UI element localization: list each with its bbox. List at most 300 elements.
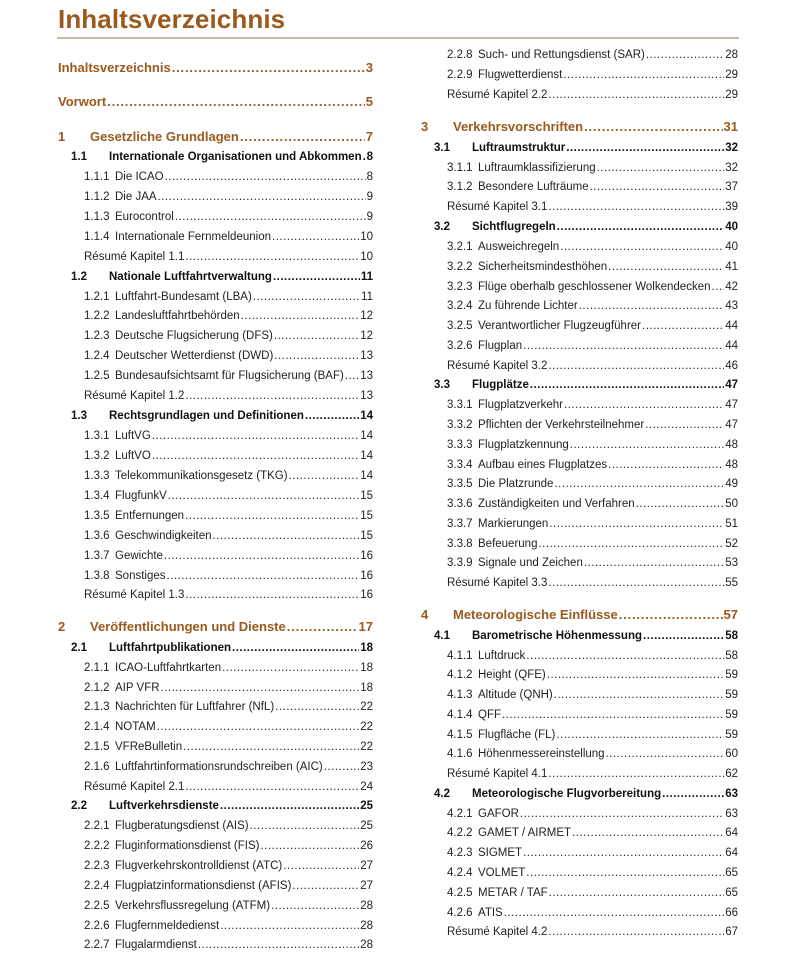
toc-subsection-entry[interactable] <box>58 229 373 245</box>
toc-entry-title: Flugwetterdienst <box>478 69 563 81</box>
toc-entry-title: NOTAM <box>115 721 156 733</box>
dot-leader <box>161 680 360 696</box>
toc-entry-number: 1.1.4 <box>84 231 110 243</box>
toc-page-number: 12 <box>360 310 373 322</box>
dot-leader <box>168 488 359 504</box>
toc-page-number: 18 <box>360 642 373 654</box>
toc-page-number: 11 <box>360 271 373 283</box>
toc-entry-number: 1.2.4 <box>84 350 110 362</box>
toc-page-number: 65 <box>725 867 738 879</box>
toc-summary-entry[interactable] <box>421 924 738 940</box>
toc-entry-title: Nachrichten für Luftfahrer (NfL) <box>115 701 275 713</box>
toc-page-number: 67 <box>725 926 738 938</box>
toc-subsection-entry[interactable] <box>421 687 738 703</box>
toc-entry-title: Luftfahrtinformationsrundschreiben (AIC) <box>115 761 323 773</box>
toc-page-number: 52 <box>725 538 738 550</box>
toc-subsection-entry[interactable] <box>421 259 738 275</box>
dot-leader <box>273 269 360 285</box>
toc-subsection-entry[interactable] <box>58 759 373 775</box>
toc-entry-number: 2.2 <box>71 800 87 812</box>
toc-section-entry[interactable] <box>58 798 373 814</box>
toc-page-number: 37 <box>725 181 738 193</box>
toc-entry-title: Flugfernmeldedienst <box>115 920 220 932</box>
toc-page-number: 44 <box>725 340 738 352</box>
toc-subsection-entry[interactable] <box>421 298 738 314</box>
toc-subsection-entry[interactable] <box>58 918 373 934</box>
toc-entry-number: 1.2.2 <box>84 310 110 322</box>
dot-leader <box>662 786 724 802</box>
toc-page-number: 47 <box>725 379 738 391</box>
dot-leader <box>240 129 365 145</box>
toc-subsection-entry[interactable] <box>58 878 373 894</box>
toc-entry-title: QFF <box>478 709 501 721</box>
toc-subsection-entry[interactable] <box>58 568 373 584</box>
dot-leader <box>564 397 724 413</box>
toc-entry-title: Luftdruck <box>478 650 526 662</box>
dot-leader <box>363 149 366 165</box>
dot-leader <box>549 516 724 532</box>
toc-entry-title: Nationale Luftfahrtverwaltung <box>109 271 272 283</box>
toc-subsection-entry[interactable] <box>58 189 373 205</box>
toc-page-number: 65 <box>725 887 738 899</box>
toc-page-number: 13 <box>360 350 373 362</box>
toc-page-number: 43 <box>725 300 738 312</box>
toc-page-number: 16 <box>360 570 373 582</box>
toc-section-entry[interactable] <box>58 408 373 424</box>
toc-page-number: 59 <box>725 689 738 701</box>
toc-entry-title: METAR / TAF <box>478 887 548 899</box>
toc-entry-title: Verkehrsflussregelung (ATFM) <box>115 900 271 912</box>
toc-subsection-entry[interactable] <box>58 289 373 305</box>
toc-entry-title: ATIS <box>478 907 503 919</box>
toc-entry-number: 4.1.3 <box>447 689 473 701</box>
toc-section-entry[interactable] <box>58 640 373 656</box>
toc-entry-number: 3.2.1 <box>447 241 473 253</box>
toc-entry-title: ICAO-Luftfahrtkarten <box>115 662 222 674</box>
toc-subsection-entry[interactable] <box>58 818 373 834</box>
toc-subsection-entry[interactable] <box>421 437 738 453</box>
toc-subsection-entry[interactable] <box>58 348 373 364</box>
toc-subsection-entry[interactable] <box>421 160 738 176</box>
toc-subsection-entry[interactable] <box>58 488 373 504</box>
dot-leader <box>253 289 360 305</box>
dot-leader <box>547 667 724 683</box>
toc-entry-number: 3.3.6 <box>447 498 473 510</box>
toc-page-number: 27 <box>360 860 373 872</box>
toc-entry-number: 4.2.4 <box>447 867 473 879</box>
toc-entry-number: 3.3.2 <box>447 419 473 431</box>
dot-leader <box>220 798 359 814</box>
toc-subsection-entry[interactable] <box>421 707 738 723</box>
toc-entry-number: 4.1.6 <box>447 748 473 760</box>
toc-summary-entry[interactable] <box>58 779 373 795</box>
dot-leader <box>172 60 365 76</box>
toc-entry-number: 1.2.5 <box>84 370 110 382</box>
toc-entry-title: Luftraumstruktur <box>472 142 566 154</box>
toc-entry-title: Résumé Kapitel 4.1 <box>447 768 548 780</box>
toc-entry-title: Veröffentlichungen und Dienste <box>90 619 286 634</box>
toc-subsection-entry[interactable] <box>421 397 738 413</box>
toc-page-number: 31 <box>723 119 738 134</box>
dot-leader <box>274 348 359 364</box>
toc-entry-number: 1.2.3 <box>84 330 110 342</box>
toc-summary-entry[interactable] <box>58 249 373 265</box>
toc-page-number: 59 <box>725 669 738 681</box>
toc-entry-title: Deutscher Wetterdienst (DWD) <box>115 350 274 362</box>
toc-page-number: 5 <box>365 94 373 109</box>
toc-page-number: 23 <box>360 761 373 773</box>
toc-subsection-entry[interactable] <box>58 528 373 544</box>
toc-summary-entry[interactable] <box>421 766 738 782</box>
toc-page-number: 14 <box>360 450 373 462</box>
toc-subsection-entry[interactable] <box>421 338 738 354</box>
toc-entry-number: 2.2.9 <box>447 69 473 81</box>
toc-subsection-entry[interactable] <box>421 476 738 492</box>
dot-leader <box>345 368 359 384</box>
toc-subsection-entry[interactable] <box>58 428 373 444</box>
toc-entry-title: Luftfahrtpublikationen <box>109 642 232 654</box>
toc-page-number: 63 <box>725 788 738 800</box>
toc-subsection-entry[interactable] <box>421 179 738 195</box>
toc-page-number: 53 <box>725 557 738 569</box>
toc-page-number: 16 <box>360 589 373 601</box>
toc-entry-title: Telekommunikationsgesetz (TKG) <box>115 470 288 482</box>
toc-entry-number: 3.2.6 <box>447 340 473 352</box>
toc-page-number: 14 <box>360 430 373 442</box>
toc-entry-number: 3.3.7 <box>447 518 473 530</box>
toc-summary-entry[interactable] <box>58 388 373 404</box>
toc-entry-number: 3.1 <box>434 142 450 154</box>
toc-subsection-entry[interactable] <box>421 47 738 63</box>
dot-leader <box>289 468 360 484</box>
toc-section-entry[interactable] <box>58 269 373 285</box>
toc-entry-title: Luftverkehrsdienste <box>109 800 219 812</box>
toc-entry-number: 1.2 <box>71 271 87 283</box>
toc-page-number: 29 <box>725 69 738 81</box>
toc-summary-entry[interactable] <box>421 87 738 103</box>
toc-chapter-entry[interactable] <box>421 119 738 135</box>
toc-entry-title: Aufbau eines Flugplatzes <box>478 459 608 471</box>
toc-subsection-entry[interactable] <box>58 858 373 874</box>
dot-leader <box>554 476 724 492</box>
toc-entry-title: Flugplan <box>478 340 523 352</box>
toc-page-number: 40 <box>725 221 738 233</box>
dot-leader <box>198 937 359 953</box>
dot-leader <box>548 87 724 103</box>
toc-page-number: 24 <box>360 781 373 793</box>
toc-page-number: 9 <box>366 191 373 203</box>
toc-subsection-entry[interactable] <box>58 937 373 953</box>
toc-entry-number: 1.1 <box>71 151 87 163</box>
dot-leader <box>250 818 360 834</box>
toc-page-number: 3 <box>365 60 373 75</box>
dot-leader <box>608 457 724 473</box>
toc-page-number: 59 <box>725 709 738 721</box>
toc-entry-number: 2.2.5 <box>84 900 110 912</box>
toc-entry-number: 1.3.3 <box>84 470 110 482</box>
toc-entry-number: 1.3.6 <box>84 530 110 542</box>
toc-page-number: 28 <box>360 900 373 912</box>
toc-page-number: 62 <box>725 768 738 780</box>
toc-page-number: 8 <box>366 171 373 183</box>
toc-entry-title: Résumé Kapitel 1.3 <box>84 589 185 601</box>
dot-leader <box>554 687 724 703</box>
toc-entry-title: Verantwortlicher Flugzeugführer <box>478 320 641 332</box>
toc-entry-title: GAFOR <box>478 808 519 820</box>
toc-entry-title: Die JAA <box>115 191 157 203</box>
toc-section-entry[interactable] <box>421 377 738 393</box>
toc-page-number: 64 <box>725 847 738 859</box>
dot-leader <box>165 169 366 185</box>
toc-page-number: 11 <box>361 291 373 303</box>
toc-subsection-entry[interactable] <box>421 825 738 841</box>
toc-subsection-entry[interactable] <box>421 648 738 664</box>
toc-subsection-entry[interactable] <box>58 838 373 854</box>
toc-entry-number: 2.1.3 <box>84 701 110 713</box>
toc-entry-title: Résumé Kapitel 2.2 <box>447 89 548 101</box>
dot-leader <box>185 249 359 265</box>
dot-leader <box>305 408 359 424</box>
dot-leader <box>185 587 359 603</box>
toc-entry-title: Höhenmessereinstellung <box>478 748 605 760</box>
toc-subsection-entry[interactable] <box>58 368 373 384</box>
toc-chapter-entry[interactable] <box>421 607 738 623</box>
dot-leader <box>164 548 359 564</box>
toc-entry-number: 3.2.3 <box>447 281 473 293</box>
toc-subsection-entry[interactable] <box>58 308 373 324</box>
toc-subsection-entry[interactable] <box>421 727 738 743</box>
toc-entry-number: 2.1.1 <box>84 662 110 674</box>
toc-entry-number: 3.3.3 <box>447 439 473 451</box>
dot-leader <box>175 209 366 225</box>
toc-page-number: 8 <box>366 151 373 163</box>
dot-leader <box>183 739 359 755</box>
toc-entry-title: LuftVG <box>115 430 151 442</box>
toc-subsection-entry[interactable] <box>421 279 738 295</box>
toc-entry-number: 4.1.1 <box>447 650 473 662</box>
toc-entry-number: 2.1.2 <box>84 682 110 694</box>
toc-entry-number: 1.1.2 <box>84 191 110 203</box>
toc-page-number: 10 <box>360 251 373 263</box>
toc-entry-number: 2.2.2 <box>84 840 110 852</box>
toc-entry-title: Flugfläche (FL) <box>478 729 556 741</box>
toc-page-number: 25 <box>360 800 373 812</box>
toc-page-number: 10 <box>360 231 373 243</box>
toc-section-entry[interactable] <box>58 149 373 165</box>
toc-entry-number: 4.2.1 <box>447 808 473 820</box>
dot-leader <box>584 119 722 135</box>
toc-page-number: 58 <box>725 650 738 662</box>
toc-entry-title: Height (QFE) <box>478 669 546 681</box>
toc-subsection-entry[interactable] <box>58 328 373 344</box>
toc-chapter-entry[interactable] <box>58 619 373 635</box>
toc-chapter-entry[interactable] <box>58 129 373 145</box>
toc-subsection-entry[interactable] <box>421 667 738 683</box>
toc-subsection-entry[interactable] <box>58 898 373 914</box>
toc-entry-title: Deutsche Flugsicherung (DFS) <box>115 330 273 342</box>
toc-page-number: 25 <box>360 820 373 832</box>
toc-section-entry[interactable] <box>421 628 738 644</box>
toc-chapter-entry[interactable] <box>58 94 373 110</box>
toc-entry-title: SIGMET <box>478 847 523 859</box>
dot-leader <box>566 140 724 156</box>
toc-summary-entry[interactable] <box>58 587 373 603</box>
toc-entry-number: 1.3.2 <box>84 450 110 462</box>
toc-entry-number: 1.1.3 <box>84 211 110 223</box>
toc-page-number: 15 <box>360 490 373 502</box>
toc-summary-entry[interactable] <box>421 358 738 374</box>
dot-leader <box>548 766 724 782</box>
toc-subsection-entry[interactable] <box>421 885 738 901</box>
dot-leader <box>646 47 724 63</box>
toc-subsection-entry[interactable] <box>421 905 738 921</box>
toc-subsection-entry[interactable] <box>421 67 738 83</box>
toc-entry-number: 3.3.9 <box>447 557 473 569</box>
toc-summary-entry[interactable] <box>421 199 738 215</box>
dot-leader <box>241 308 360 324</box>
dot-leader <box>107 94 365 110</box>
toc-page-number: 17 <box>358 619 373 634</box>
toc-entry-number: 3.3.1 <box>447 399 473 411</box>
toc-entry-number: 3.3.4 <box>447 459 473 471</box>
toc-subsection-entry[interactable] <box>421 496 738 512</box>
toc-entry-number: 1.3.4 <box>84 490 110 502</box>
toc-summary-entry[interactable] <box>421 575 738 591</box>
toc-page-number: 28 <box>725 49 738 61</box>
dot-leader <box>560 239 724 255</box>
dot-leader <box>636 496 725 512</box>
toc-entry-number: 4.2.3 <box>447 847 473 859</box>
dot-leader <box>645 417 724 433</box>
toc-subsection-entry[interactable] <box>421 865 738 881</box>
toc-entry-title: Flugplatzinformationsdienst (AFIS) <box>115 880 292 892</box>
toc-subsection-entry[interactable] <box>421 536 738 552</box>
toc-subsection-entry[interactable] <box>58 209 373 225</box>
toc-page-number: 57 <box>723 607 738 622</box>
toc-page-number: 44 <box>725 320 738 332</box>
toc-page-number: 32 <box>725 142 738 154</box>
toc-entry-number: 4.1.5 <box>447 729 473 741</box>
dot-leader <box>572 825 724 841</box>
toc-subsection-entry[interactable] <box>58 448 373 464</box>
toc-entry-number: 2.1.4 <box>84 721 110 733</box>
toc-entry-title: Verkehrsvorschriften <box>453 119 584 134</box>
toc-subsection-entry[interactable] <box>421 457 738 473</box>
toc-page-number: 47 <box>725 399 738 411</box>
toc-entry-title: Eurocontrol <box>115 211 174 223</box>
dot-leader <box>157 719 360 735</box>
toc-entry-number: 1.1.1 <box>84 171 110 183</box>
toc-subsection-entry[interactable] <box>421 516 738 532</box>
dot-leader <box>548 199 724 215</box>
toc-subsection-entry[interactable] <box>58 739 373 755</box>
toc-subsection-entry[interactable] <box>421 318 738 334</box>
toc-page-number: 7 <box>365 129 373 144</box>
toc-subsection-entry[interactable] <box>58 548 373 564</box>
toc-entry-number: 2.1 <box>71 642 87 654</box>
toc-entry-title: Flugberatungsdienst (AIS) <box>115 820 249 832</box>
toc-entry-number: 3.1.2 <box>447 181 473 193</box>
dot-leader <box>523 338 724 354</box>
dot-leader <box>619 607 723 623</box>
toc-subsection-entry[interactable] <box>421 845 738 861</box>
toc-entry-number: 3.2.2 <box>447 261 473 273</box>
toc-entry-title: Meteorologische Flugvorbereitung <box>472 788 662 800</box>
toc-page-number: 46 <box>725 360 738 372</box>
toc-subsection-entry[interactable] <box>421 239 738 255</box>
toc-entry-title: Landesluftfahrtbehörden <box>115 310 240 322</box>
toc-subsection-entry[interactable] <box>58 719 373 735</box>
toc-entry-number: 4.2.5 <box>447 887 473 899</box>
toc-entry-number: 4.2.6 <box>447 907 473 919</box>
toc-page-number: 13 <box>360 370 373 382</box>
toc-entry-number: 2.2.1 <box>84 820 110 832</box>
toc-subsection-entry[interactable] <box>58 660 373 676</box>
toc-subsection-entry[interactable] <box>421 806 738 822</box>
toc-entry-number: 3.3 <box>434 379 450 391</box>
toc-entry-number: 1.3.5 <box>84 510 110 522</box>
dot-leader <box>274 328 359 344</box>
toc-entry-number: 2.2.8 <box>447 49 473 61</box>
toc-entry-title: Ausweichregeln <box>478 241 560 253</box>
dot-leader <box>606 746 725 762</box>
dot-leader <box>526 865 724 881</box>
toc-subsection-entry[interactable] <box>58 169 373 185</box>
toc-section-entry[interactable] <box>421 786 738 802</box>
toc-page-number: 22 <box>360 721 373 733</box>
toc-entry-number: 3.2.4 <box>447 300 473 312</box>
toc-section-entry[interactable] <box>421 140 738 156</box>
toc-entry-number: 1 <box>58 129 66 144</box>
toc-page-number: 40 <box>725 241 738 253</box>
dot-leader <box>502 707 724 723</box>
toc-subsection-entry[interactable] <box>58 508 373 524</box>
toc-entry-number: 4.2 <box>434 788 450 800</box>
toc-page-number: 28 <box>360 920 373 932</box>
dot-leader <box>538 536 724 552</box>
toc-subsection-entry[interactable] <box>58 468 373 484</box>
toc-entry-title: Such- und Rettungsdienst (SAR) <box>478 49 645 61</box>
toc-page-number: 39 <box>725 201 738 213</box>
dot-leader <box>232 640 359 656</box>
toc-entry-title: Résumé Kapitel 3.2 <box>447 360 548 372</box>
toc-section-entry[interactable] <box>421 219 738 235</box>
dot-leader <box>643 628 724 644</box>
toc-subsection-entry[interactable] <box>58 699 373 715</box>
toc-entry-title: Sichtflugregeln <box>472 221 556 233</box>
toc-entry-title: AIP VFR <box>115 682 160 694</box>
toc-entry-title: FlugfunkV <box>115 490 167 502</box>
dot-leader <box>185 779 359 795</box>
toc-subsection-entry[interactable] <box>421 555 738 571</box>
toc-subsection-entry[interactable] <box>421 417 738 433</box>
toc-entry-number: 1.2.1 <box>84 291 110 303</box>
toc-subsection-entry[interactable] <box>58 680 373 696</box>
toc-entry-number: 2.1.6 <box>84 761 110 773</box>
toc-entry-number: 2.1.5 <box>84 741 110 753</box>
toc-page-number: 16 <box>360 550 373 562</box>
dot-leader <box>579 298 724 314</box>
toc-entry-title: Luftraumklassifizierung <box>478 162 596 174</box>
toc-entry-title: Geschwindigkeiten <box>115 530 212 542</box>
dot-leader <box>584 555 724 571</box>
toc-page-number: 14 <box>360 470 373 482</box>
toc-page-number: 12 <box>360 330 373 342</box>
toc-entry-title: Pflichten der Verkehrsteilnehmer <box>478 419 645 431</box>
toc-subsection-entry[interactable] <box>421 746 738 762</box>
dot-leader <box>158 189 366 205</box>
toc-chapter-entry[interactable] <box>58 60 373 76</box>
